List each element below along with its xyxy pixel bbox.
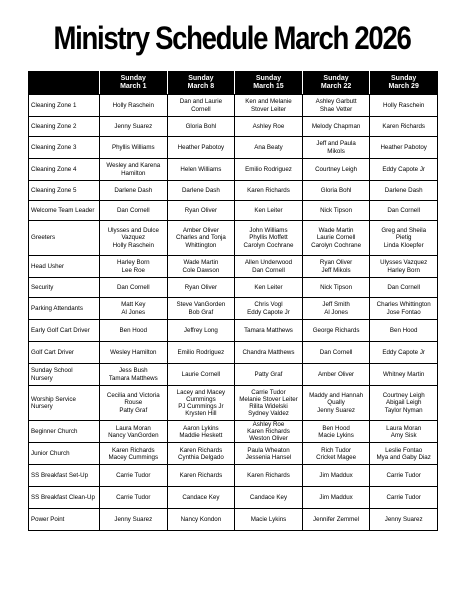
assignment-cell: Carrie Tudor: [370, 465, 438, 487]
assignment-cell: Wesley and Karena Hamilton: [100, 159, 168, 181]
assignment-cell: Darlene Dash: [370, 181, 438, 201]
assignment-cell: Wade Martin Cole Dawson: [167, 256, 235, 278]
schedule-row: [29, 221, 438, 256]
assignment-cell: Darlene Dash: [100, 181, 168, 201]
assignment-cell: Holly Raschein: [370, 95, 438, 117]
role-cell: Head Usher: [29, 256, 100, 278]
assignment-cell: Ashley Roe: [235, 117, 303, 137]
schedule-row: [29, 509, 438, 531]
schedule-row: [29, 201, 438, 221]
assignment-cell: Paula Wheaton Jessenia Hansel: [235, 443, 303, 465]
assignment-cell: Courtney Leigh Abigail Leigh Taylor Nyman: [370, 386, 438, 421]
schedule-row: [29, 137, 438, 159]
role-cell: Cleaning Zone 3: [29, 137, 100, 159]
corner-cell: [29, 72, 100, 95]
role-cell: Junior Church: [29, 443, 100, 465]
role-cell: Golf Cart Driver: [29, 342, 100, 364]
schedule-table: [28, 71, 438, 531]
assignment-cell: Dan Cornell: [370, 201, 438, 221]
assignment-cell: Rich Tudor Cricket Magee: [302, 443, 370, 465]
assignment-cell: Jim Maddux: [302, 487, 370, 509]
assignment-cell: Chandra Matthews: [235, 342, 303, 364]
assignment-cell: Karen Richards: [370, 117, 438, 137]
schedule-row: [29, 298, 438, 320]
assignment-cell: Helen Williams: [167, 159, 235, 181]
schedule-row: [29, 487, 438, 509]
assignment-cell: Ana Beaty: [235, 137, 303, 159]
schedule-row: [29, 159, 438, 181]
assignment-cell: Cecilia and Victoria Rouse Patty Graf: [100, 386, 168, 421]
assignment-cell: Jeffrey Long: [167, 320, 235, 342]
assignment-cell: Ben Hood Macie Lykins: [302, 421, 370, 443]
assignment-cell: Carrie Tudor Melanie Stover Leiter Rilita Widelski Sydney Valdez: [235, 386, 303, 421]
role-cell: Power Point: [29, 509, 100, 531]
assignment-cell: Dan Cornell: [370, 278, 438, 298]
assignment-cell: Patty Graf: [235, 364, 303, 386]
assignment-cell: Amber Oliver: [302, 364, 370, 386]
role-cell: Beginner Church: [29, 421, 100, 443]
schedule-row: [29, 465, 438, 487]
assignment-cell: Dan Cornell: [302, 342, 370, 364]
assignment-cell: Jennifer Zemmel: [302, 509, 370, 531]
assignment-cell: Heather Pabotoy: [370, 137, 438, 159]
schedule-row: [29, 181, 438, 201]
role-cell: Security: [29, 278, 100, 298]
assignment-cell: Ben Hood: [370, 320, 438, 342]
assignment-cell: Candace Key: [235, 487, 303, 509]
column-header: Sunday March 29: [370, 72, 438, 95]
assignment-cell: Darlene Dash: [167, 181, 235, 201]
column-header: Sunday March 8: [167, 72, 235, 95]
assignment-cell: Dan Cornell: [100, 278, 168, 298]
assignment-cell: Whitney Martin: [370, 364, 438, 386]
assignment-cell: Eddy Capote Jr: [370, 342, 438, 364]
role-cell: Sunday School Nursery: [29, 364, 100, 386]
assignment-cell: Jenny Suarez: [100, 117, 168, 137]
assignment-cell: Lacey and Macey Cummings PJ Cummings Jr Krysten Hill: [167, 386, 235, 421]
role-cell: Cleaning Zone 5: [29, 181, 100, 201]
assignment-cell: Leslie Fontao Mya and Gaby Diaz: [370, 443, 438, 465]
role-cell: SS Breakfast Clean-Up: [29, 487, 100, 509]
role-cell: Cleaning Zone 1: [29, 95, 100, 117]
schedule-row: [29, 342, 438, 364]
assignment-cell: Aaron Lykins Maddie Heskett: [167, 421, 235, 443]
assignment-cell: Laura Moran Nancy VanGorden: [100, 421, 168, 443]
schedule-body: [29, 95, 438, 531]
assignment-cell: Carrie Tudor: [100, 487, 168, 509]
assignment-cell: Holly Raschein: [100, 95, 168, 117]
schedule-row: [29, 117, 438, 137]
assignment-cell: Amber Oliver Charles and Tonja Whittington: [167, 221, 235, 256]
assignment-cell: Tamara Matthews: [235, 320, 303, 342]
role-cell: Worship Service Nursery: [29, 386, 100, 421]
assignment-cell: Jeff and Paula Mikols: [302, 137, 370, 159]
assignment-cell: Nancy Kondon: [167, 509, 235, 531]
assignment-cell: Karen Richards: [167, 465, 235, 487]
assignment-cell: Charles Whittington Jose Fontao: [370, 298, 438, 320]
role-cell: Parking Attendants: [29, 298, 100, 320]
assignment-cell: Greg and Sheila Pietig Linda Kloepfer: [370, 221, 438, 256]
assignment-cell: Harley Born Lee Roe: [100, 256, 168, 278]
assignment-cell: Ken Leiter: [235, 201, 303, 221]
assignment-cell: Ryan Oliver: [167, 201, 235, 221]
schedule-row: [29, 421, 438, 443]
schedule-row: [29, 386, 438, 421]
assignment-cell: Karen Richards Cynthia Delgado: [167, 443, 235, 465]
page-title: Ministry Schedule March 2026: [53, 20, 411, 56]
assignment-cell: Nick Tipson: [302, 278, 370, 298]
assignment-cell: Dan and Laurie Cornell: [167, 95, 235, 117]
assignment-cell: Melody Chapman: [302, 117, 370, 137]
schedule-row: [29, 443, 438, 465]
assignment-cell: Steve VanGorden Bob Graf: [167, 298, 235, 320]
assignment-cell: Karen Richards Macey Cummings: [100, 443, 168, 465]
assignment-cell: Laura Moran Amy Sisk: [370, 421, 438, 443]
assignment-cell: Phyllis Williams: [100, 137, 168, 159]
column-header: Sunday March 22: [302, 72, 370, 95]
role-cell: Cleaning Zone 2: [29, 117, 100, 137]
assignment-cell: Eddy Capote Jr: [370, 159, 438, 181]
assignment-cell: Carrie Tudor: [100, 465, 168, 487]
assignment-cell: Courtney Leigh: [302, 159, 370, 181]
assignment-cell: Ken and Melanie Stover Leiter: [235, 95, 303, 117]
assignment-cell: Ben Hood: [100, 320, 168, 342]
assignment-cell: Carrie Tudor: [370, 487, 438, 509]
assignment-cell: Wesley Hamilton: [100, 342, 168, 364]
assignment-cell: George Richards: [302, 320, 370, 342]
assignment-cell: Laurie Cornell: [167, 364, 235, 386]
assignment-cell: Ulysses Vazquez Harley Born: [370, 256, 438, 278]
assignment-cell: Jenny Suarez: [370, 509, 438, 531]
schedule-row: [29, 278, 438, 298]
schedule-row: [29, 320, 438, 342]
assignment-cell: Ken Leiter: [235, 278, 303, 298]
assignment-cell: Nick Tipson: [302, 201, 370, 221]
assignment-cell: Gloria Bohl: [302, 181, 370, 201]
assignment-cell: Jeff Smith Al Jones: [302, 298, 370, 320]
assignment-cell: Karen Richards: [235, 465, 303, 487]
role-cell: Cleaning Zone 4: [29, 159, 100, 181]
assignment-cell: Jenny Suarez: [100, 509, 168, 531]
role-cell: Early Golf Cart Driver: [29, 320, 100, 342]
column-header: Sunday March 1: [100, 72, 168, 95]
assignment-cell: Gloria Bohl: [167, 117, 235, 137]
schedule-row: [29, 364, 438, 386]
assignment-cell: Candace Key: [167, 487, 235, 509]
column-header: Sunday March 15: [235, 72, 303, 95]
assignment-cell: Ryan Oliver Jeff Mikols: [302, 256, 370, 278]
header-row: [29, 72, 438, 95]
assignment-cell: Heather Pabotoy: [167, 137, 235, 159]
assignment-cell: Ashley Garbutt Shae Vetter: [302, 95, 370, 117]
assignment-cell: Emilio Rodriguez: [167, 342, 235, 364]
assignment-cell: Ulysses and Dulce Vazquez Holly Raschein: [100, 221, 168, 256]
assignment-cell: Matt Key Al Jones: [100, 298, 168, 320]
assignment-cell: Allen Underwood Dan Cornell: [235, 256, 303, 278]
role-cell: Welcome Team Leader: [29, 201, 100, 221]
assignment-cell: Jess Bush Tamara Matthews: [100, 364, 168, 386]
assignment-cell: John Williams Phyllis Moffett Carolyn Cochrane: [235, 221, 303, 256]
assignment-cell: Dan Cornell: [100, 201, 168, 221]
schedule-row: [29, 95, 438, 117]
role-cell: Greeters: [29, 221, 100, 256]
assignment-cell: Emilio Rodriguez: [235, 159, 303, 181]
assignment-cell: Wade Martin Laurie Cornell Carolyn Cochrane: [302, 221, 370, 256]
role-cell: SS Breakfast Set-Up: [29, 465, 100, 487]
assignment-cell: Chris Vogl Eddy Capote Jr: [235, 298, 303, 320]
assignment-cell: Macie Lykins: [235, 509, 303, 531]
assignment-cell: Ashley Roe Karen Richards Weston Oliver: [235, 421, 303, 443]
assignment-cell: Karen Richards: [235, 181, 303, 201]
assignment-cell: Jim Maddux: [302, 465, 370, 487]
schedule-row: [29, 256, 438, 278]
assignment-cell: Maddy and Hannah Qually Jenny Suarez: [302, 386, 370, 421]
assignment-cell: Ryan Oliver: [167, 278, 235, 298]
